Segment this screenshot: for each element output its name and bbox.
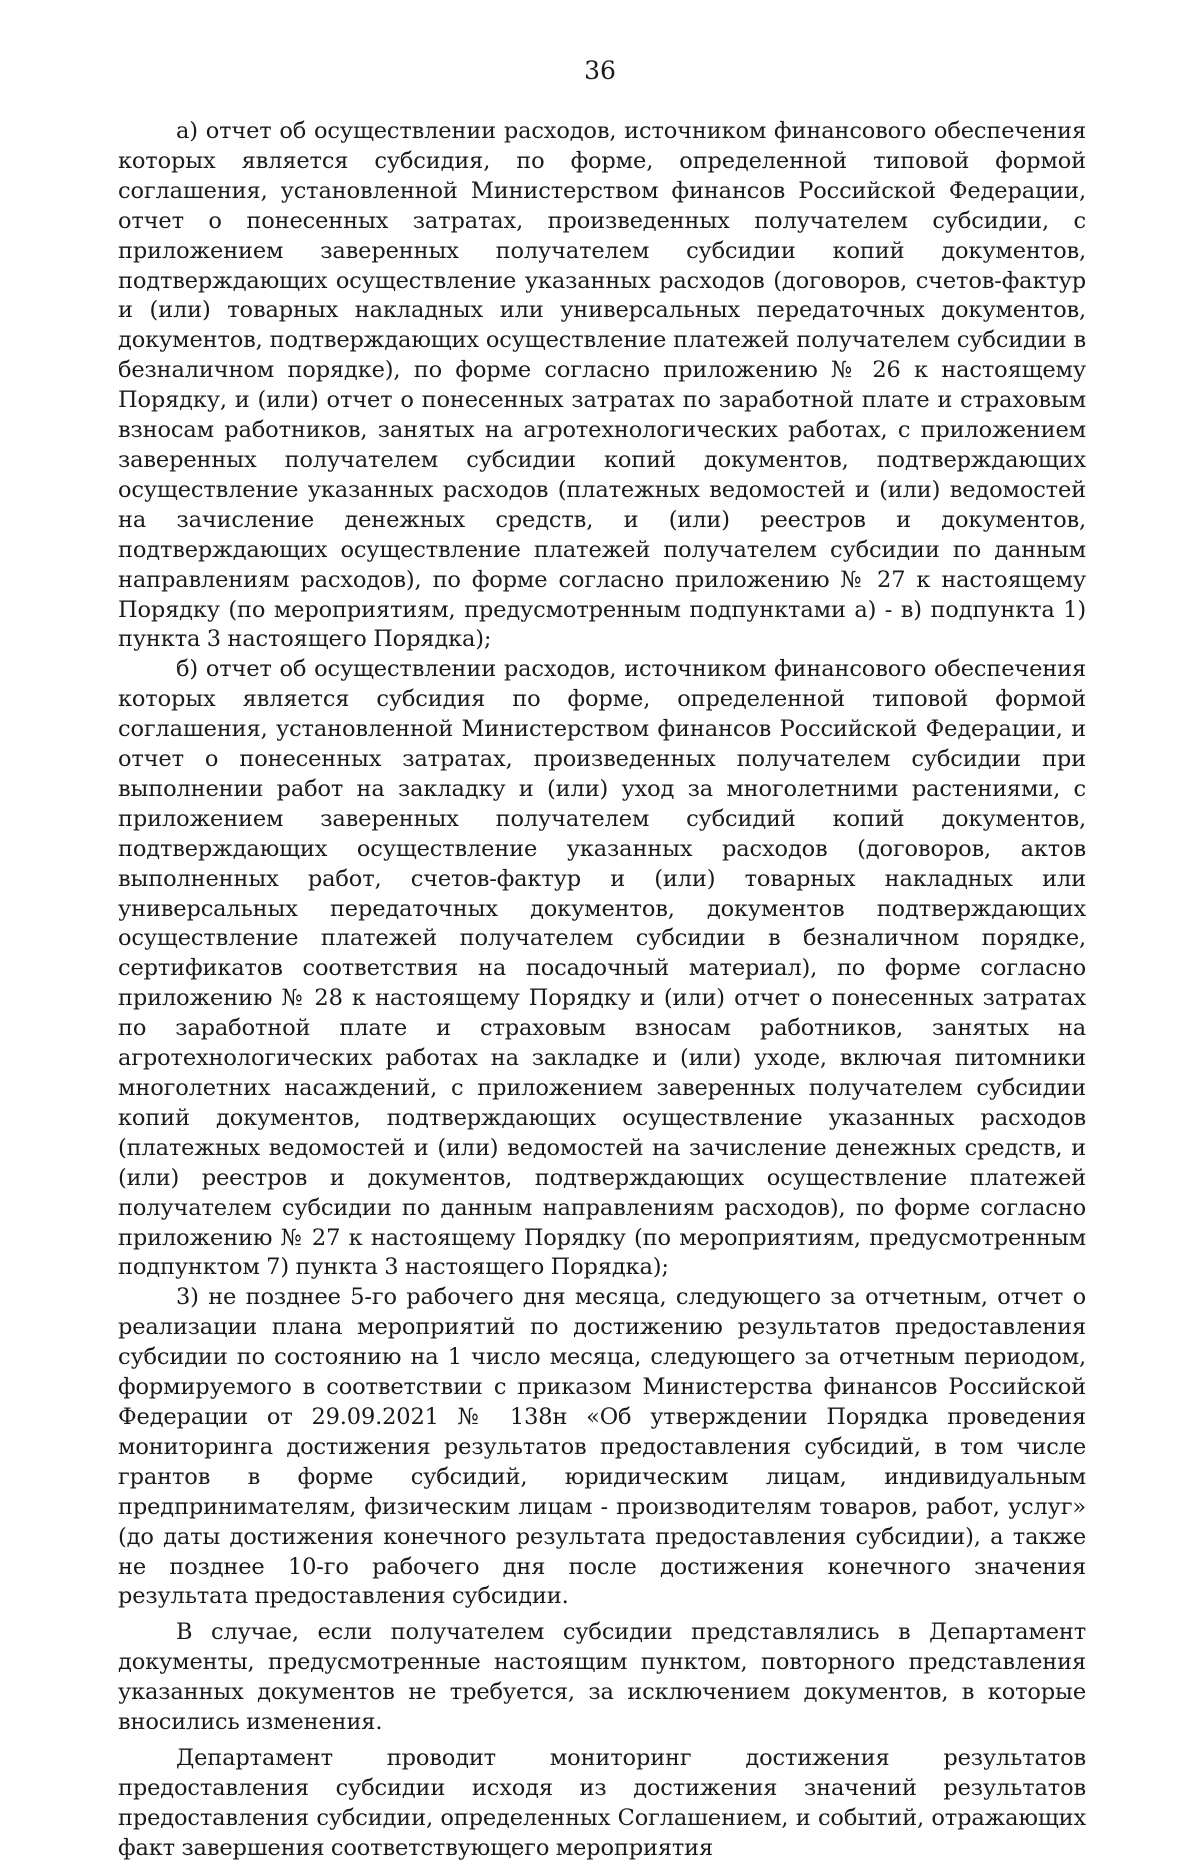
paragraph-a: а) отчет об осуществлении расходов, источником финансового обеспечения которых является субсидия, по форме, определенной типовой формой соглашения, установленной Министерством финансов Российской Федерации, отчет о понесенных затратах, произведенных получателем субсидии, с приложением заверенных получателем субсидии копий документов, подтверждающих осуществление указанных расходов (договоров, счетов-фактур и (или) товарных накладных или универсальных передаточных документов, документов, подтверждающих осуществление платежей получателем субсидии в безналичном порядке), по форме согласно приложению № 26 к настоящему Порядку, и (или) отчет о понесенных затратах по заработной плате и страховым взносам работников, занятых на агротехнологических работах, с приложением заверенных получателем субсидии копий документов, подтверждающих осуществление указанных расходов (платежных ведомостей и (или) ведомостей на зачисление денежных средств, и (или) реестров и документов, подтверждающих осуществление платежей получателем субсидии по данным направлениям расходов), по форме согласно приложению № 27 к настоящему Порядку (по мероприятиям, предусмотренным подпунктами а) - в) подпункта 1) пункта 3 настоящего Порядка); — [118, 118, 1086, 653]
paragraph-resubmission: В случае, если получателем субсидии представлялись в Департамент документы, предусмотренные настоящим пунктом, повторного представления указанных документов не требуется, за исключением документов, в которые вносились изменения. — [118, 1619, 1086, 1736]
page-number: 36 — [584, 56, 616, 85]
document-body — [118, 117, 1086, 1864]
paragraph-b: б) отчет об осуществлении расходов, источником финансового обеспечения которых является субсидия по форме, определенной типовой формой соглашения, установленной Министерством финансов Российской Федерации, и отчет о понесенных затратах, произведенных получателем субсидии при выполнении работ на закладку и (или) уход за многолетними растениями, с приложением заверенных получателем субсидий копий документов, подтверждающих осуществление указанных расходов (договоров, актов выполненных работ, счетов-фактур и (или) товарных накладных или универсальных передаточных документов, документов подтверждающих осуществление платежей получателем субсидии в безналичном порядке, сертификатов соответствия на посадочный материал), по форме согласно приложению № 28 к настоящему Порядку и (или) отчет о понесенных затратах по заработной плате и страховым взносам работников, занятых на агротехнологических работах на закладке и (или) уходе, включая питомники многолетних насаждений, с приложением заверенных получателем субсидии копий документов, подтверждающих осуществление указанных расходов (платежных ведомостей и (или) ведомостей на зачисление денежных средств, и (или) реестров и документов, подтверждающих осуществление платежей получателем субсидии по данным направлениям расходов), по форме согласно приложению № 27 к настоящему Порядку (по мероприятиям, предусмотренным подпунктом 7) пункта 3 настоящего Порядка); — [118, 656, 1086, 1281]
paragraph-monitoring: Департамент проводит мониторинг достижения результатов предоставления субсидии исходя из достижения значений результатов предоставления субсидии, определенных Соглашением, и событий, отражающих факт завершения соответствующего мероприятия — [118, 1744, 1086, 1861]
paragraph-item-3: 3) не позднее 5-го рабочего дня месяца, следующего за отчетным, отчет о реализации плана мероприятий по достижению результатов предоставления субсидии по состоянию на 1 число месяца, следующего за отчетным периодом, формируемого в соответствии с приказом Министерства финансов Российской Федерации от 29.09.2021 № 138н «Об утверждении Порядка проведения мониторинга достижения результатов предоставления субсидий, в том числе грантов в форме субсидий, юридическим лицам, индивидуальным предпринимателям, физическим лицам - производителям товаров, работ, услуг» (до даты достижения конечного результата предоставления субсидии), а также не позднее 10-го рабочего дня после достижения конечного значения результата предоставления субсидии. — [118, 1284, 1086, 1610]
